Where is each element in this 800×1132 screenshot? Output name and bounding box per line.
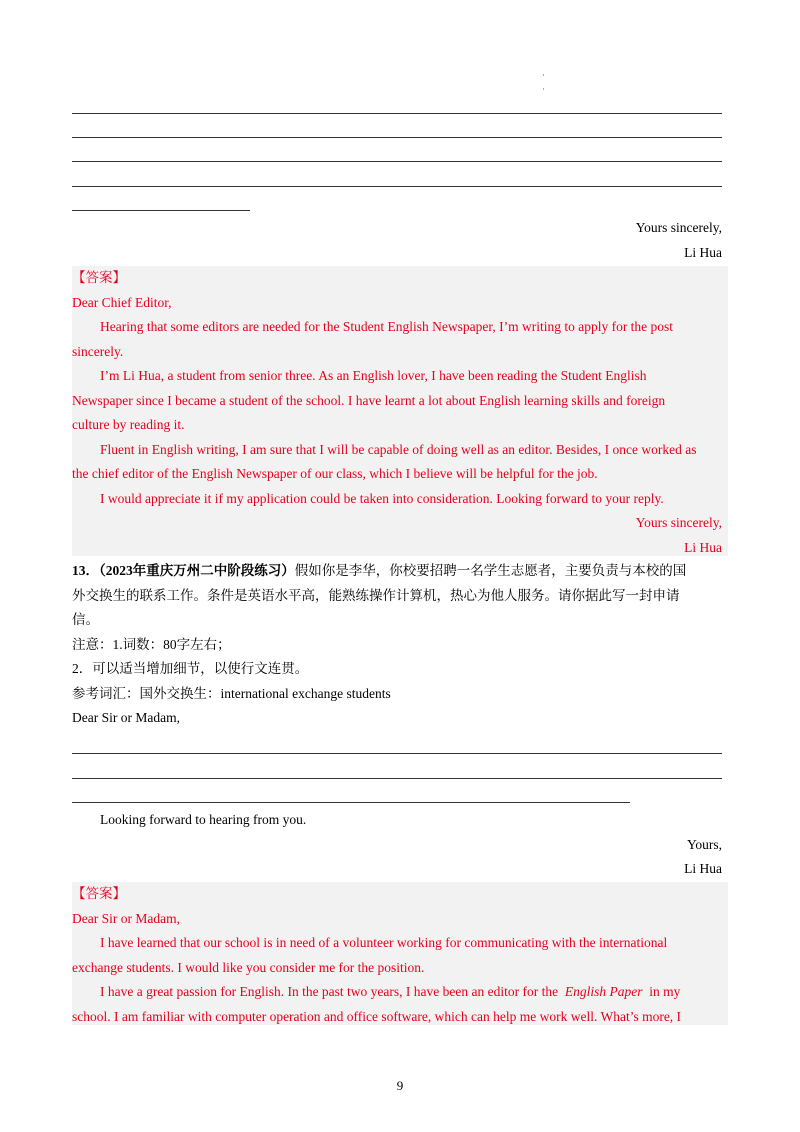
answer-line: sincerely.: [72, 343, 124, 359]
q12-signature: Li Hua: [684, 245, 722, 260]
question-13-line2: 外交换生的联系工作。条件是英语水平高，能熟练操作计算机，热心为他人服务。请你据此写一封申请: [72, 588, 680, 603]
writing-line: [72, 778, 722, 779]
answer-text: I have a great passion for English. In the past two years, I have been an editor for the: [100, 984, 559, 999]
answer-line: Hearing that some editors are needed for the Student English Newspaper, I’m writing to apply for the post: [100, 319, 674, 334]
answer-salutation: Dear Sir or Madam,: [72, 910, 180, 926]
question-source: （2023年重庆万州二中阶段练习）: [99, 563, 295, 578]
q13-looking-forward: Looking forward to hearing from you.: [100, 812, 307, 827]
writing-line: [72, 802, 630, 803]
stray-mark: · ·: [542, 70, 545, 94]
reference-vocab: 参考词汇：国外交换生：international exchange students: [72, 686, 391, 701]
answer-signature: Li Hua: [684, 539, 722, 555]
answer-line: I would appreciate it if my application could be taken into consideration. Looking forward to your reply.: [100, 490, 664, 506]
question-13-line3: 信。: [72, 612, 99, 627]
answer-block-12: [72, 266, 728, 556]
answer-line: the chief editor of the English Newspaper of our class, which I believe will be helpful for the job.: [72, 466, 598, 481]
note-word-count: 注意：1.词数：80字左右；: [72, 637, 231, 652]
answer-tag: 【答案】: [72, 886, 126, 901]
answer-line: school. I am familiar with computer operation and office software, which can help me work well. What’s more, I: [72, 1008, 682, 1024]
answer-line: I have learned that our school is in need of a volunteer working for communicating with the international: [100, 935, 668, 950]
answer-line: culture by reading it.: [72, 417, 185, 432]
question-13-line1: [72, 559, 686, 584]
writing-line: [72, 113, 722, 114]
q13-closing: Yours,: [686, 837, 722, 852]
answer-line: I’m Li Hua, a student from senior three. As an English lover, I have been reading the Student English: [100, 368, 647, 383]
answer-text: in my: [649, 984, 681, 999]
answer-tag: 【答案】: [72, 270, 126, 285]
writing-line: [72, 137, 722, 138]
answer-line: [72, 980, 680, 1005]
q13-salutation: Dear Sir or Madam,: [72, 710, 180, 725]
page-number: 9: [396, 1078, 404, 1093]
writing-line: [72, 161, 722, 162]
answer-line: Newspaper since I became a student of the school. I have learnt a lot about English learning skills and foreign: [72, 392, 666, 408]
answer-line: Fluent in English writing, I am sure that I will be capable of doing well as an editor. Besides, I once worked as: [100, 441, 697, 457]
writing-line: [72, 210, 250, 211]
question-prompt: 假如你是李华，你校要招聘一名学生志愿者，主要负责与本校的国: [294, 563, 687, 578]
writing-line: [72, 753, 722, 754]
q12-closing: Yours sincerely,: [635, 220, 722, 235]
note-details: 2．可以适当增加细节，以使行文连贯。: [72, 661, 309, 676]
q13-signature: Li Hua: [684, 861, 722, 876]
question-number: 13．: [72, 563, 99, 578]
writing-line: [72, 186, 722, 187]
answer-block-13: [72, 882, 728, 1025]
answer-closing: Yours sincerely,: [635, 515, 722, 530]
answer-salutation: Dear Chief Editor,: [72, 294, 172, 310]
answer-italic-title: English Paper: [564, 984, 643, 999]
answer-line: exchange students. I would like you consider me for the position.: [72, 959, 425, 975]
